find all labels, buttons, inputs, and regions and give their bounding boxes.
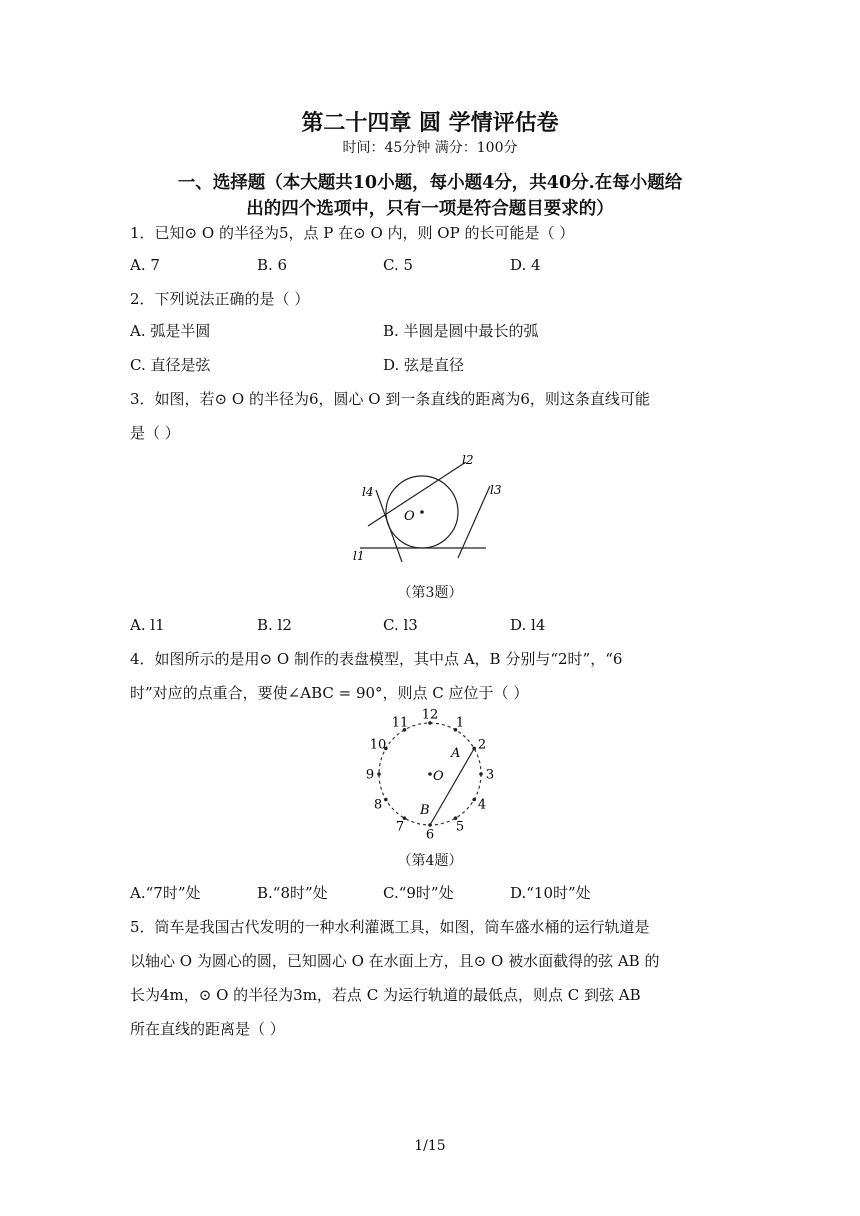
- q3-line-l3: [458, 486, 490, 558]
- q1-option-c: C. 5: [383, 256, 414, 274]
- q3-line-l2: [368, 462, 466, 526]
- q2-option-d: D. 弦是直径: [383, 356, 465, 374]
- question-5-line-1: 5．筒车是我国古代发明的一种水利灌溉工具，如图，筒车盛水桶的运行轨道是: [130, 918, 650, 936]
- section-heading: [0, 170, 860, 222]
- q4-center-dot: [428, 772, 432, 776]
- q4-option-d: D.“10时”处: [510, 884, 591, 902]
- q4-clock-tick: [377, 772, 381, 776]
- section-heading-line-2: 出的四个选项中，只有一项是符合题目要求的）: [246, 199, 614, 219]
- question-2-stem: 2．下列说法正确的是（ ）: [130, 290, 310, 308]
- q4-label-a: A: [451, 746, 461, 761]
- q4-clock-number: 12: [421, 707, 439, 723]
- page-title: 第二十四章 圆 学情评估卷: [301, 110, 559, 136]
- q4-option-b: B.“8时”处: [257, 884, 328, 902]
- q4-clock-number: 4: [477, 797, 487, 813]
- q2-option-a: A. 弧是半圆: [130, 322, 211, 340]
- q3-label-l2: l2: [462, 453, 474, 467]
- q3-label-l3: l3: [490, 483, 502, 497]
- q4-clock-number: 11: [391, 715, 409, 731]
- q4-clock-number: 1: [455, 715, 465, 731]
- q1-option-b: B. 6: [257, 256, 288, 274]
- q4-clock-number: 8: [373, 797, 383, 813]
- q4-clock-number: 5: [455, 819, 465, 835]
- q4-label-o: O: [433, 769, 444, 784]
- q2-option-b: B. 半圆是圆中最长的弧: [383, 322, 539, 340]
- question-3-stem-line-1: 3．如图，若⊙ O 的半径为6，圆心 O 到一条直线的距离为6，则这条直线可能: [130, 390, 650, 408]
- q2-option-c: C. 直径是弦: [130, 356, 211, 374]
- page-number: 1/15: [414, 1138, 446, 1154]
- q4-clock-figure: [365, 707, 495, 843]
- q3-label-o: O: [404, 509, 415, 524]
- q4-option-a: A.“7时”处: [130, 884, 201, 902]
- q3-figure-caption: （第3题）: [397, 585, 463, 601]
- question-4-stem-line-1: 4．如图所示的是用⊙ O 制作的表盘模型，其中点 A，B 分别与“2时”，“6: [130, 650, 623, 668]
- q4-clock-number: 3: [485, 767, 495, 783]
- q3-center-dot: [420, 510, 424, 514]
- q4-clock-tick: [472, 798, 476, 802]
- q4-clock-tick: [479, 772, 483, 776]
- exam-info: 时间：45分钟 满分：100分: [342, 140, 518, 156]
- question-3-stem-line-2: 是（ ）: [130, 424, 180, 442]
- q3-option-d: D. l4: [510, 616, 546, 634]
- q4-label-b: B: [420, 803, 430, 818]
- q3-option-b: B. l2: [257, 616, 292, 634]
- question-5-line-2: 以轴心 O 为圆心的圆，已知圆心 O 在水面上方，且⊙ O 被水面截得的弦 AB 的: [130, 952, 660, 970]
- q4-figure-caption: （第4题）: [397, 853, 463, 869]
- q4-clock-number: 10: [369, 737, 387, 753]
- question-5-line-3: 长为4m，⊙ O 的半径为3m，若点 C 为运行轨道的最低点，则点 C 到弦 AB: [130, 986, 641, 1004]
- q1-option-a: A. 7: [130, 256, 160, 274]
- q1-option-d: D. 4: [510, 256, 541, 274]
- q4-clock-number: 6: [425, 827, 435, 843]
- q4-clock-tick: [384, 798, 388, 802]
- q4-clock-number: 7: [395, 819, 405, 835]
- q3-label-l4: l4: [362, 485, 374, 499]
- q3-option-c: C. l3: [383, 616, 418, 634]
- question-1-stem: 1．已知⊙ O 的半径为5，点 P 在⊙ O 内，则 OP 的长可能是（ ）: [130, 224, 575, 242]
- q4-clock-number: 9: [365, 767, 375, 783]
- section-heading-line-1: 一、选择题（本大题共10小题，每小题4分，共40分.在每小题给: [177, 173, 683, 193]
- question-4-stem-line-2: 时”对应的点重合，要使∠ABC = 90°，则点 C 应位于（ ）: [130, 684, 529, 702]
- question-5-line-4: 所在直线的距离是（ ）: [130, 1020, 285, 1038]
- q3-label-l1: l1: [353, 549, 365, 563]
- q4-clock-number: 2: [477, 737, 487, 753]
- q3-option-a: A. l1: [130, 616, 165, 634]
- q3-line-l4: [376, 490, 402, 562]
- q3-circle-lines-figure: [350, 450, 500, 568]
- q4-option-c: C.“9时”处: [383, 884, 454, 902]
